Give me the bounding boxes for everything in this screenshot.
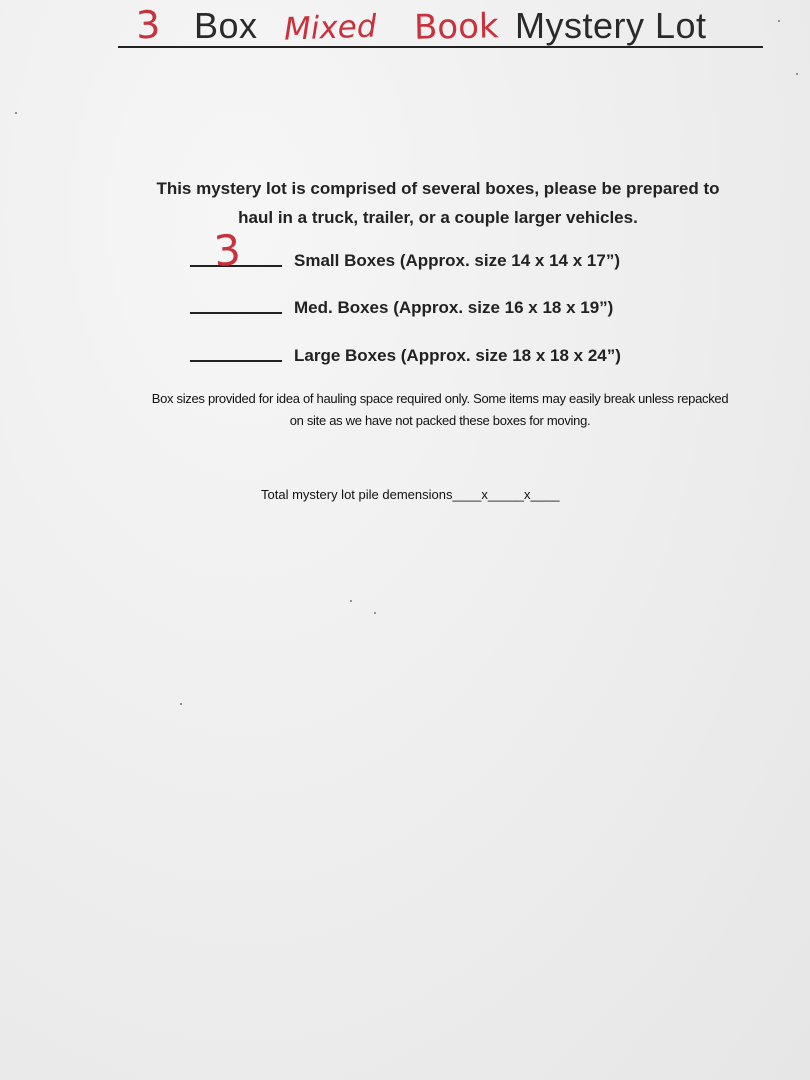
title-handwritten-number: 3 <box>135 2 161 48</box>
document-title <box>118 2 763 48</box>
hauling-note-line-1: Box sizes provided for idea of hauling space required only. Some items may easily break unless repacked <box>151 391 729 406</box>
large-boxes-row <box>190 340 750 370</box>
paper-speck <box>374 612 376 614</box>
title-handwritten-mixed: Mixed <box>283 8 378 48</box>
title-box-word: Box <box>194 5 258 46</box>
small-boxes-count: 3 <box>212 225 243 276</box>
paper-speck <box>778 20 780 22</box>
medium-boxes-blank <box>190 312 282 314</box>
paper-speck <box>15 112 17 114</box>
paper-speck <box>180 703 182 705</box>
medium-boxes-label: Med. Boxes (Approx. size 16 x 18 x 19”) <box>294 298 614 317</box>
total-dimensions-line: Total mystery lot pile demensions____x_____x____ <box>261 487 560 502</box>
small-boxes-row <box>190 225 750 276</box>
title-handwritten-book: Book <box>413 6 499 48</box>
paper-speck <box>796 73 798 75</box>
intro-paragraph <box>88 174 788 232</box>
hauling-note <box>70 388 810 432</box>
paper-speck <box>350 600 352 602</box>
medium-boxes-row <box>190 292 750 322</box>
intro-line-2: haul in a truck, trailer, or a couple larger vehicles. <box>238 208 638 227</box>
hauling-note-line-2: on site as we have not packed these boxes for moving. <box>289 413 591 428</box>
large-boxes-label: Large Boxes (Approx. size 18 x 18 x 24”) <box>294 346 621 365</box>
large-boxes-blank <box>190 360 282 362</box>
small-boxes-label: Small Boxes (Approx. size 14 x 14 x 17”) <box>294 251 620 270</box>
title-mystery-lot: Mystery Lot <box>515 5 707 46</box>
intro-line-1: This mystery lot is comprised of several boxes, please be prepared to <box>156 179 720 198</box>
